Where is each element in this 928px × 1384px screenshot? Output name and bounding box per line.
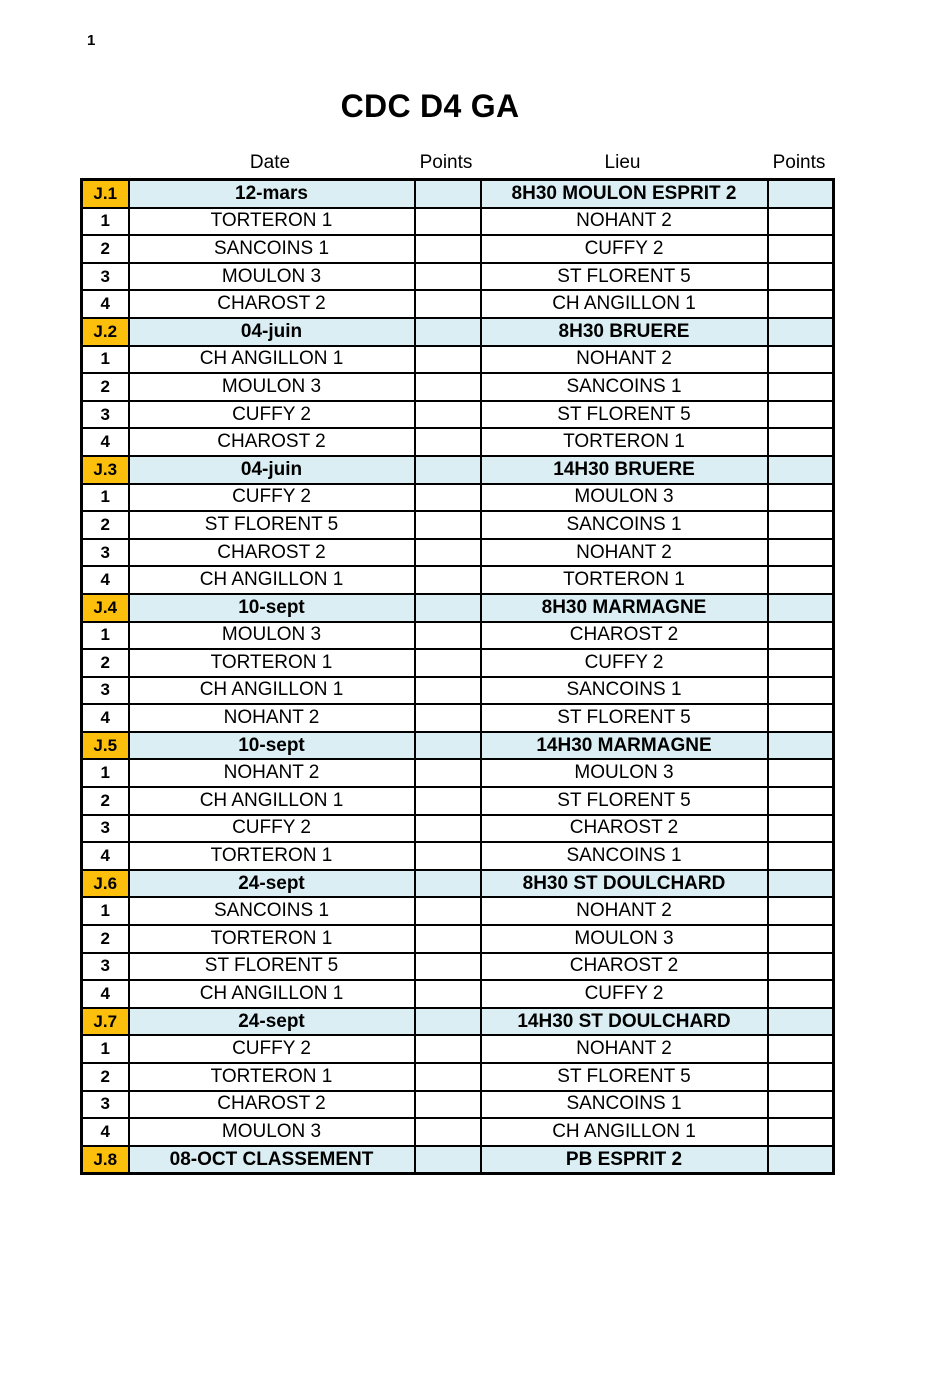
away-team: CH ANGILLON 1 xyxy=(481,1118,768,1146)
away-points-cell xyxy=(768,925,834,953)
round-points-home xyxy=(415,318,481,346)
away-points-cell xyxy=(768,649,834,677)
round-points-away xyxy=(768,456,834,484)
away-points-cell xyxy=(768,1035,834,1063)
away-points-cell xyxy=(768,511,834,539)
away-points-cell xyxy=(768,842,834,870)
match-number: 2 xyxy=(82,787,129,815)
away-team: SANCOINS 1 xyxy=(481,677,768,705)
round-lieu: PB ESPRIT 2 xyxy=(481,1146,768,1174)
round-points-away xyxy=(768,732,834,760)
home-team: ST FLORENT 5 xyxy=(129,511,415,539)
match-row xyxy=(82,815,834,843)
header-spacer xyxy=(80,150,127,176)
away-team: TORTERON 1 xyxy=(481,428,768,456)
home-points-cell xyxy=(415,897,481,925)
round-date: 10-sept xyxy=(129,594,415,622)
home-points-cell xyxy=(415,263,481,291)
match-number: 2 xyxy=(82,373,129,401)
away-points-cell xyxy=(768,704,834,732)
home-points-cell xyxy=(415,373,481,401)
away-points-cell xyxy=(768,290,834,318)
match-row xyxy=(82,1118,834,1146)
header-points-home: Points xyxy=(419,152,473,173)
away-points-cell xyxy=(768,263,834,291)
match-row xyxy=(82,1091,834,1119)
match-row xyxy=(82,484,834,512)
away-team: CUFFY 2 xyxy=(481,649,768,677)
home-team: TORTERON 1 xyxy=(129,842,415,870)
home-team: CH ANGILLON 1 xyxy=(129,677,415,705)
match-row xyxy=(82,980,834,1008)
round-header-row xyxy=(82,870,834,898)
away-team: ST FLORENT 5 xyxy=(481,787,768,815)
away-points-cell xyxy=(768,373,834,401)
away-points-cell xyxy=(768,622,834,650)
round-code: J.5 xyxy=(82,732,129,760)
away-points-cell xyxy=(768,759,834,787)
away-points-cell xyxy=(768,677,834,705)
round-lieu: 14H30 MARMAGNE xyxy=(481,732,768,760)
away-points-cell xyxy=(768,815,834,843)
round-points-home xyxy=(415,1008,481,1036)
home-team: MOULON 3 xyxy=(129,373,415,401)
home-team: TORTERON 1 xyxy=(129,925,415,953)
home-points-cell xyxy=(415,980,481,1008)
away-team: NOHANT 2 xyxy=(481,346,768,374)
away-points-cell xyxy=(768,428,834,456)
match-row xyxy=(82,346,834,374)
home-points-cell xyxy=(415,1063,481,1091)
home-points-cell xyxy=(415,842,481,870)
away-points-cell xyxy=(768,401,834,429)
home-points-cell xyxy=(415,290,481,318)
round-points-away xyxy=(768,1008,834,1036)
match-number: 1 xyxy=(82,208,129,236)
away-team: SANCOINS 1 xyxy=(481,842,768,870)
home-points-cell xyxy=(415,208,481,236)
home-team: CHAROST 2 xyxy=(129,428,415,456)
home-team: CUFFY 2 xyxy=(129,401,415,429)
home-team: CH ANGILLON 1 xyxy=(129,346,415,374)
page-title: CDC D4 GA xyxy=(340,88,520,124)
home-points-cell xyxy=(415,346,481,374)
away-team: SANCOINS 1 xyxy=(481,1091,768,1119)
home-points-cell xyxy=(415,539,481,567)
away-team: MOULON 3 xyxy=(481,484,768,512)
round-code: J.7 xyxy=(82,1008,129,1036)
round-lieu: 8H30 MARMAGNE xyxy=(481,594,768,622)
home-team: MOULON 3 xyxy=(129,263,415,291)
away-team: CHAROST 2 xyxy=(481,953,768,981)
round-date: 12-mars xyxy=(129,180,415,208)
match-number: 1 xyxy=(82,622,129,650)
home-team: TORTERON 1 xyxy=(129,1063,415,1091)
home-team: CUFFY 2 xyxy=(129,815,415,843)
round-code: J.8 xyxy=(82,1146,129,1174)
home-points-cell xyxy=(415,787,481,815)
home-team: SANCOINS 1 xyxy=(129,897,415,925)
match-number: 1 xyxy=(82,1035,129,1063)
round-date: 10-sept xyxy=(129,732,415,760)
round-date: 04-juin xyxy=(129,318,415,346)
header-lieu: Lieu xyxy=(604,152,641,173)
round-header-row xyxy=(82,732,834,760)
round-header-row xyxy=(82,594,834,622)
home-points-cell xyxy=(415,759,481,787)
away-points-cell xyxy=(768,235,834,263)
round-points-home xyxy=(415,456,481,484)
away-points-cell xyxy=(768,953,834,981)
home-team: ST FLORENT 5 xyxy=(129,953,415,981)
away-points-cell xyxy=(768,787,834,815)
match-row xyxy=(82,759,834,787)
away-team: ST FLORENT 5 xyxy=(481,704,768,732)
away-team: ST FLORENT 5 xyxy=(481,263,768,291)
match-number: 4 xyxy=(82,290,129,318)
round-lieu: 8H30 ST DOULCHARD xyxy=(481,870,768,898)
match-number: 3 xyxy=(82,1091,129,1119)
away-team: ST FLORENT 5 xyxy=(481,1063,768,1091)
match-row xyxy=(82,208,834,236)
round-code: J.4 xyxy=(82,594,129,622)
match-row xyxy=(82,290,834,318)
away-points-cell xyxy=(768,208,834,236)
away-team: NOHANT 2 xyxy=(481,897,768,925)
away-points-cell xyxy=(768,566,834,594)
home-team: CHAROST 2 xyxy=(129,290,415,318)
match-row xyxy=(82,235,834,263)
home-points-cell xyxy=(415,235,481,263)
home-points-cell xyxy=(415,511,481,539)
home-team: CUFFY 2 xyxy=(129,1035,415,1063)
round-header-row xyxy=(82,456,834,484)
match-number: 4 xyxy=(82,704,129,732)
match-number: 4 xyxy=(82,1118,129,1146)
match-row xyxy=(82,1035,834,1063)
column-headers xyxy=(80,150,832,176)
round-points-away xyxy=(768,870,834,898)
round-points-home xyxy=(415,180,481,208)
away-team: CHAROST 2 xyxy=(481,815,768,843)
match-number: 3 xyxy=(82,953,129,981)
home-team: CH ANGILLON 1 xyxy=(129,980,415,1008)
away-team: TORTERON 1 xyxy=(481,566,768,594)
away-team: NOHANT 2 xyxy=(481,208,768,236)
away-points-cell xyxy=(768,1118,834,1146)
match-number: 2 xyxy=(82,235,129,263)
schedule-body xyxy=(82,180,834,1174)
round-points-away xyxy=(768,318,834,346)
match-row xyxy=(82,925,834,953)
match-number: 4 xyxy=(82,428,129,456)
match-number: 2 xyxy=(82,925,129,953)
match-number: 4 xyxy=(82,842,129,870)
home-points-cell xyxy=(415,428,481,456)
match-row xyxy=(82,1063,834,1091)
home-team: MOULON 3 xyxy=(129,1118,415,1146)
home-team: NOHANT 2 xyxy=(129,759,415,787)
home-points-cell xyxy=(415,649,481,677)
round-code: J.6 xyxy=(82,870,129,898)
round-code: J.2 xyxy=(82,318,129,346)
match-row xyxy=(82,897,834,925)
match-row xyxy=(82,511,834,539)
match-number: 2 xyxy=(82,649,129,677)
away-points-cell xyxy=(768,484,834,512)
home-points-cell xyxy=(415,704,481,732)
match-number: 1 xyxy=(82,484,129,512)
round-points-away xyxy=(768,594,834,622)
home-team: CUFFY 2 xyxy=(129,484,415,512)
round-lieu: 14H30 ST DOULCHARD xyxy=(481,1008,768,1036)
match-row xyxy=(82,677,834,705)
match-number: 3 xyxy=(82,401,129,429)
match-number: 1 xyxy=(82,897,129,925)
round-points-away xyxy=(768,180,834,208)
away-team: CUFFY 2 xyxy=(481,235,768,263)
away-team: NOHANT 2 xyxy=(481,539,768,567)
away-points-cell xyxy=(768,346,834,374)
match-row xyxy=(82,842,834,870)
away-points-cell xyxy=(768,897,834,925)
header-points-away: Points xyxy=(772,152,826,173)
match-number: 1 xyxy=(82,346,129,374)
home-team: CH ANGILLON 1 xyxy=(129,566,415,594)
away-team: SANCOINS 1 xyxy=(481,511,768,539)
match-row xyxy=(82,428,834,456)
away-team: SANCOINS 1 xyxy=(481,373,768,401)
home-points-cell xyxy=(415,566,481,594)
round-date: 24-sept xyxy=(129,870,415,898)
home-points-cell xyxy=(415,925,481,953)
round-date: 08-OCT CLASSEMENT xyxy=(129,1146,415,1174)
home-points-cell xyxy=(415,677,481,705)
round-date: 24-sept xyxy=(129,1008,415,1036)
round-points-home xyxy=(415,1146,481,1174)
home-points-cell xyxy=(415,953,481,981)
away-team: CH ANGILLON 1 xyxy=(481,290,768,318)
away-points-cell xyxy=(768,539,834,567)
round-points-home xyxy=(415,594,481,622)
round-lieu: 14H30 BRUERE xyxy=(481,456,768,484)
page-number: 1 xyxy=(87,32,96,49)
round-header-row xyxy=(82,318,834,346)
home-team: SANCOINS 1 xyxy=(129,235,415,263)
home-team: TORTERON 1 xyxy=(129,649,415,677)
schedule-table xyxy=(80,178,835,1175)
match-row xyxy=(82,566,834,594)
header-date: Date xyxy=(249,152,291,173)
match-number: 3 xyxy=(82,677,129,705)
round-lieu: 8H30 BRUERE xyxy=(481,318,768,346)
round-points-away xyxy=(768,1146,834,1174)
match-number: 4 xyxy=(82,980,129,1008)
match-number: 3 xyxy=(82,539,129,567)
match-row xyxy=(82,263,834,291)
match-row xyxy=(82,787,834,815)
away-team: CHAROST 2 xyxy=(481,622,768,650)
round-header-row xyxy=(82,180,834,208)
away-team: NOHANT 2 xyxy=(481,1035,768,1063)
match-number: 1 xyxy=(82,759,129,787)
match-number: 3 xyxy=(82,815,129,843)
away-team: MOULON 3 xyxy=(481,925,768,953)
match-row xyxy=(82,953,834,981)
round-points-home xyxy=(415,732,481,760)
away-team: CUFFY 2 xyxy=(481,980,768,1008)
home-team: NOHANT 2 xyxy=(129,704,415,732)
round-points-home xyxy=(415,870,481,898)
home-points-cell xyxy=(415,815,481,843)
match-number: 4 xyxy=(82,566,129,594)
home-team: CH ANGILLON 1 xyxy=(129,787,415,815)
match-row xyxy=(82,373,834,401)
match-number: 2 xyxy=(82,1063,129,1091)
home-team: CHAROST 2 xyxy=(129,1091,415,1119)
away-team: ST FLORENT 5 xyxy=(481,401,768,429)
away-points-cell xyxy=(768,1091,834,1119)
match-number: 2 xyxy=(82,511,129,539)
home-points-cell xyxy=(415,1035,481,1063)
away-points-cell xyxy=(768,980,834,1008)
away-points-cell xyxy=(768,1063,834,1091)
home-points-cell xyxy=(415,1091,481,1119)
match-row xyxy=(82,539,834,567)
match-row xyxy=(82,704,834,732)
round-date: 04-juin xyxy=(129,456,415,484)
home-points-cell xyxy=(415,1118,481,1146)
match-row xyxy=(82,622,834,650)
round-header-row xyxy=(82,1008,834,1036)
home-points-cell xyxy=(415,622,481,650)
match-row xyxy=(82,649,834,677)
home-team: CHAROST 2 xyxy=(129,539,415,567)
match-row xyxy=(82,401,834,429)
round-code: J.1 xyxy=(82,180,129,208)
round-header-row xyxy=(82,1146,834,1174)
match-number: 3 xyxy=(82,263,129,291)
home-team: MOULON 3 xyxy=(129,622,415,650)
home-points-cell xyxy=(415,401,481,429)
home-team: TORTERON 1 xyxy=(129,208,415,236)
home-points-cell xyxy=(415,484,481,512)
round-lieu: 8H30 MOULON ESPRIT 2 xyxy=(481,180,768,208)
round-code: J.3 xyxy=(82,456,129,484)
away-team: MOULON 3 xyxy=(481,759,768,787)
